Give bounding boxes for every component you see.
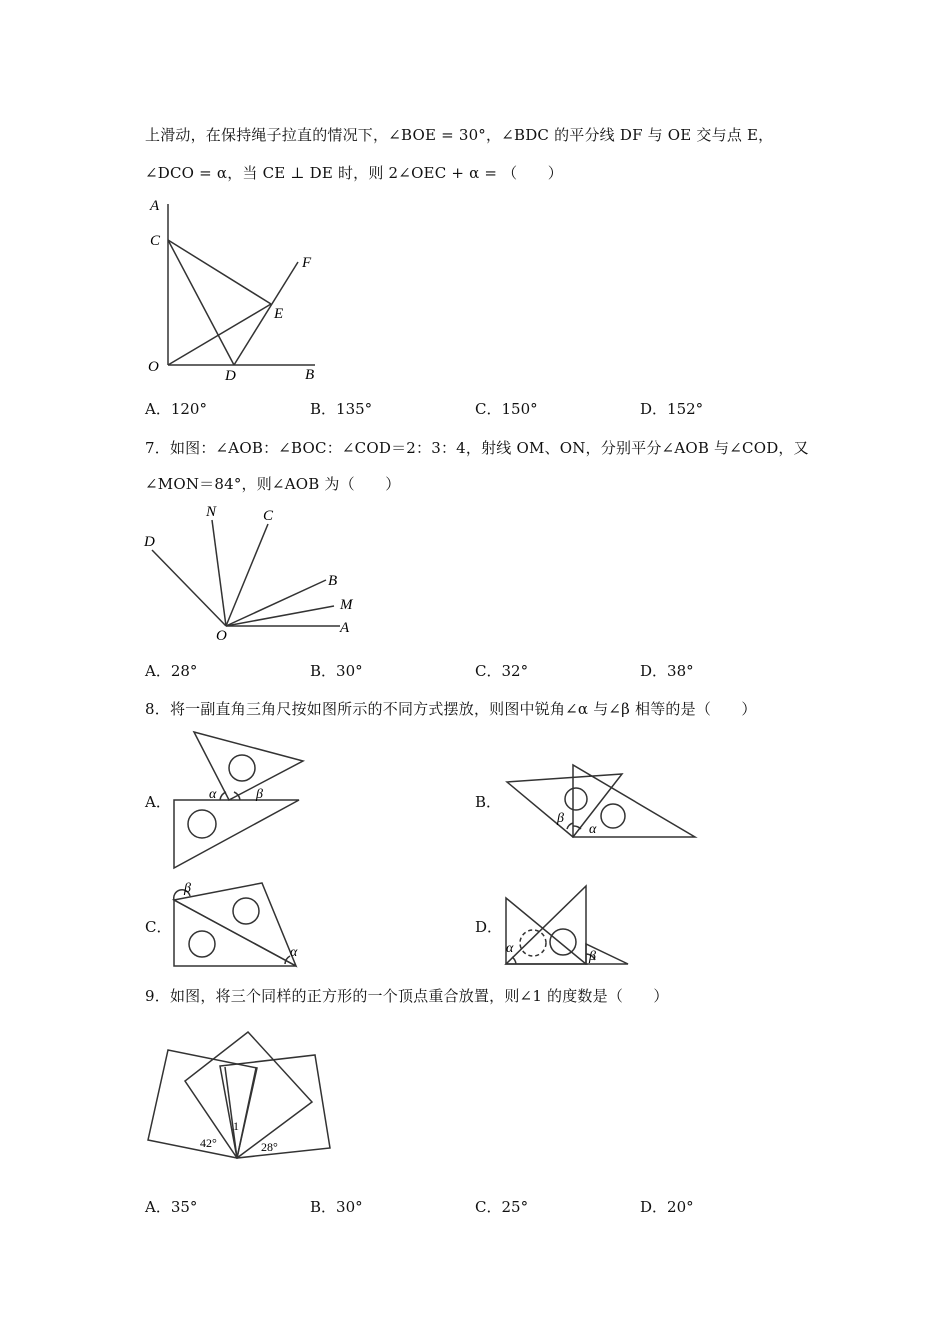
q7-option-d[interactable]: D．38° — [640, 662, 694, 680]
q8-figure-a[interactable] — [168, 728, 308, 870]
q6-option-d[interactable]: D．152° — [640, 400, 704, 418]
q6-label-o: O — [148, 359, 159, 375]
q6-option-c[interactable]: C．150° — [475, 400, 538, 418]
q6-figure — [140, 192, 340, 384]
q8-d-beta: β — [589, 949, 596, 964]
q8-line1: 8．将一副直角三角尺按如图所示的不同方式摆放，则图中锐角∠α 与∠β 相等的是（ ） — [145, 700, 757, 718]
q7-label-o: O — [216, 628, 227, 644]
q7-label-c: C — [263, 508, 274, 524]
q9-option-c[interactable]: C．25° — [475, 1198, 529, 1216]
q9-label-28: 28° — [261, 1140, 278, 1154]
q8-option-b[interactable]: B． — [475, 793, 502, 811]
q9-label-42: 42° — [200, 1136, 217, 1150]
q6-option-b[interactable]: B．135° — [310, 400, 373, 418]
q7-figure — [140, 500, 370, 645]
q7-label-m: M — [340, 597, 353, 613]
q7-label-b: B — [328, 573, 338, 589]
q6-label-d: D — [225, 368, 236, 384]
q8-option-c[interactable]: C． — [145, 918, 172, 936]
q9-label-1: 1 — [233, 1119, 239, 1133]
q8-figure-d[interactable] — [500, 880, 635, 970]
q6-line1: 上滑动，在保持绳子拉直的情况下，∠BOE = 30°，∠BDC 的平分线 DF 与 OE 交与点 E， — [145, 126, 774, 144]
q8-a-beta: β — [256, 787, 263, 802]
q6-label-a: A — [150, 198, 160, 214]
q9-option-b[interactable]: B．30° — [310, 1198, 363, 1216]
q8-c-beta: β — [184, 881, 191, 896]
q8-b-alpha: α — [589, 822, 597, 837]
q8-a-alpha: α — [209, 787, 217, 802]
q8-option-a[interactable]: A． — [145, 793, 171, 811]
q7-line2: ∠MON＝84°，则∠AOB 为（ ） — [145, 475, 401, 493]
q9-figure — [140, 1025, 340, 1165]
q9-option-d[interactable]: D．20° — [640, 1198, 694, 1216]
q7-label-n: N — [206, 504, 217, 520]
q6-label-b: B — [305, 367, 315, 383]
q8-figure-c[interactable] — [168, 878, 308, 970]
q7-label-d: D — [144, 534, 155, 550]
q6-line2: ∠DCO = α，当 CE ⊥ DE 时，则 2∠OEC + α = （ ） — [145, 164, 563, 182]
q7-option-a[interactable]: A．28° — [145, 662, 198, 680]
q6-label-c: C — [150, 233, 161, 249]
q8-d-alpha: α — [506, 941, 514, 956]
q7-option-c[interactable]: C．32° — [475, 662, 529, 680]
q9-line1: 9．如图，将三个同样的正方形的一个顶点重合放置，则∠1 的度数是（ ） — [145, 987, 669, 1005]
q8-c-alpha: α — [290, 945, 298, 960]
q8-b-beta: β — [557, 811, 564, 826]
q7-option-b[interactable]: B．30° — [310, 662, 363, 680]
q8-figure-b[interactable] — [505, 760, 700, 842]
q8-option-d[interactable]: D． — [475, 918, 503, 936]
q6-label-f: F — [302, 255, 312, 271]
q7-line1: 7．如图：∠AOB：∠BOC：∠COD＝2：3：4，射线 OM、ON，分别平分∠AOB 与∠COD，又 — [145, 439, 809, 457]
q7-label-a: A — [340, 620, 350, 636]
q9-option-a[interactable]: A．35° — [145, 1198, 198, 1216]
q6-option-a[interactable]: A．120° — [145, 400, 207, 418]
q6-label-e: E — [274, 306, 284, 322]
